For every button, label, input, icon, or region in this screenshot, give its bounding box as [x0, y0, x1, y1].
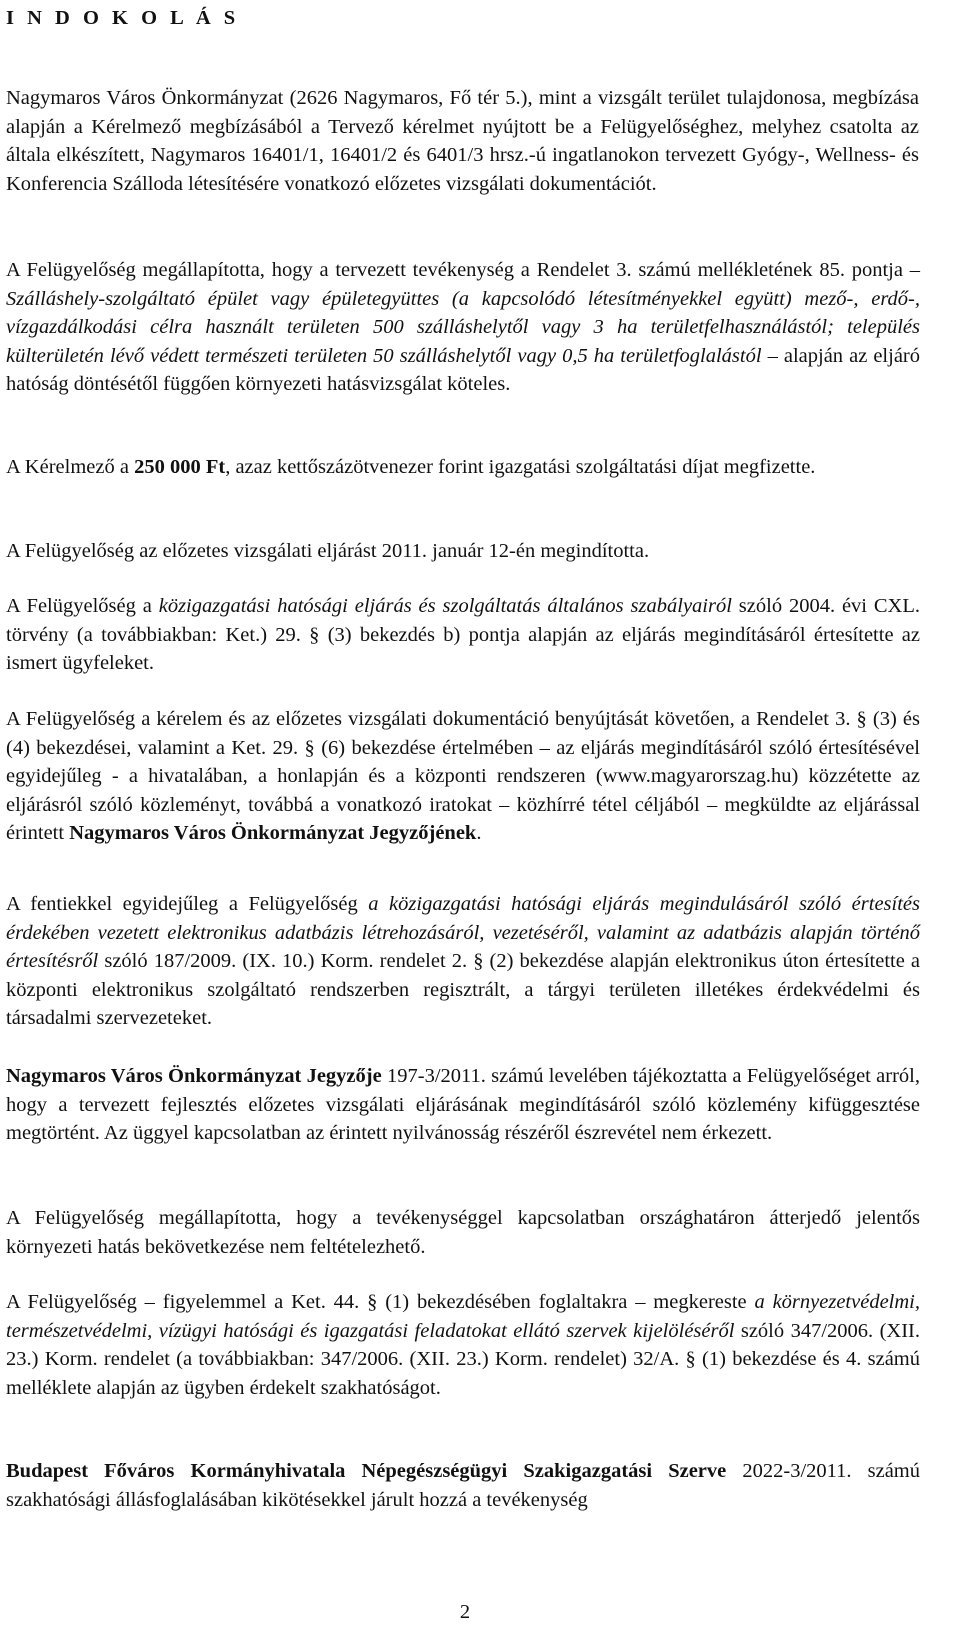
paragraph-applicant: [6, 84, 919, 198]
decree-title: a közigazgatási hatósági eljárás megindulásáról szóló értesítés érdekében vezetett elektronikus adatbázis létrehozásáról, vezetéséről, valamint az adatbázis alapján történő értesítésről: [6, 893, 920, 973]
paragraph-text: A Felügyelőség megállapította, hogy a tevékenységgel kapcsolatban országhatáron átterjedő jelentős környezeti hatás bekövetkezése nem feltételezhető.: [6, 1207, 920, 1258]
paragraph-text: A fentiekkel egyidejűleg a Felügyelőség: [6, 893, 369, 915]
paragraph-text: A Felügyelőség az előzetes vizsgálati eljárást 2011. január 12-én megindította.: [6, 540, 650, 562]
authority-name: Budapest Főváros Kormányhivatala Népegészségügyi Szakigazgatási Szerve: [6, 1460, 727, 1482]
paragraph-text: A Felügyelőség a: [6, 595, 159, 617]
paragraph-cross-border: [6, 1204, 920, 1261]
paragraph-notary-letter: [6, 1062, 920, 1148]
paragraph-authorities: [6, 1288, 920, 1402]
fee-amount: 250 000 Ft: [134, 456, 226, 478]
paragraph-publication: [6, 705, 920, 848]
paragraph-text: .: [476, 822, 482, 845]
paragraph-fee: [6, 453, 920, 482]
paragraph-text: A Felügyelőség – figyelemmel a Ket. 44. § (1) bekezdésében foglaltakra – megkereste: [6, 1291, 755, 1313]
page-number: 2: [459, 1601, 471, 1623]
paragraph-text: – alapján az eljáró hatóság döntésétől függően környezeti hatásvizsgálat köteles.: [6, 344, 920, 396]
document-heading: I N D O K O L Á S: [6, 7, 240, 29]
paragraph-text: A Felügyelőség a kérelem és az előzetes vizsgálati dokumentáció benyújtását követően, a Rendelet 3. § (3) és (4) bekezdései, valamint a Ket. 29. § (6) bekezdése értelmében – az eljárás megindításáról szóló értesítésével egyidejűleg - a hivatalában, a honlapján és a központi rendszeren (www.magyarorszag.hu) közzétette az eljárásról szóló közleményt, továbbá a vonatkozó iratokat – közhírré tétel céljából – megküldte az eljárással érintett: [6, 708, 920, 845]
paragraph-notification: [6, 592, 920, 678]
paragraph-text: , azaz kettőszázötvenezer forint igazgatási szolgáltatási díjat megfizette.: [225, 456, 816, 478]
quoted-regulation-text: Szálláshely-szolgáltató épület vagy épületegyüttes (a kapcsolódó létesítményekkel együtt) mező-, erdő-, vízgazdálkodási célra használt területen 500 szálláshelytől vagy 3 ha területfelhasználástól; település külterületén lévő védett természeti területen 50 szálláshelytől vagy 0,5 ha területfoglalástól: [6, 287, 920, 367]
paragraph-text: szóló 347/2006. (XII. 23.) Korm. rendelet (a továbbiakban: 347/2006. (XII. 23.) Korm. rendelet) 32/A. § (1) bekezdése és 4. számú melléklete alapján az ügyben érdekelt szakhatóságot.: [6, 1319, 920, 1399]
paragraph-text: A Felügyelőség megállapította, hogy a tervezett tevékenység a Rendelet 3. számú mellékletének 85. pontja –: [6, 259, 920, 281]
paragraph-text: 197-3/2011. számú levelében tájékoztatta a Felügyelőséget arról, hogy a tervezett fejlesztés előzetes vizsgálati eljárásának megindításáról szóló közlemény kifüggesztése megtörtént. Az üggyel kapcsolatban az érintett nyilvánosság részéről észrevétel nem érkezett.: [6, 1065, 920, 1145]
paragraph-text: Nagymaros Város Önkormányzat (2626 Nagymaros, Fő tér 5.), mint a vizsgált terület tulajdonosa, megbízása alapján a Kérelmező megbízásából a Tervező kérelmet nyújtott be a Felügyelőséghez, melyhez csatolta az általa elkészített, Nagymaros 16401/1, 16401/2 és 6401/3 hrsz.-ú ingatlanokon tervezett Gyógy-, Wellness- és Konferencia Szálloda létesítésére vonatkozó előzetes vizsgálati dokumentációt.: [6, 87, 919, 195]
paragraph-text: A Kérelmező a: [6, 456, 135, 478]
decree-title: a környezetvédelmi, természetvédelmi, vízügyi hatósági és igazgatási feladatokat ellátó szervek kijelöléséről: [6, 1291, 920, 1342]
paragraph-text: szóló 2004. évi CXL. törvény (a továbbiakban: Ket.) 29. § (3) bekezdés b) pontja alapján az eljárás megindításáról értesítette az ismert ügyfeleket.: [6, 595, 920, 675]
paragraph-electronic-notice: [6, 890, 920, 1033]
law-title: közigazgatási hatósági eljárás és szolgáltatás általános szabályairól: [158, 595, 732, 617]
paragraph-determination: [6, 256, 920, 399]
paragraph-health-authority: [6, 1457, 920, 1514]
paragraph-procedure-start: [6, 537, 920, 566]
notary-name: Nagymaros Város Önkormányzat Jegyzője: [6, 1065, 382, 1087]
notary-name: Nagymaros Város Önkormányzat Jegyzőjének: [69, 822, 477, 845]
document-page: [6, 0, 960, 1630]
paragraph-text: 2022-3/2011. számú szakhatósági állásfoglalásában kikötésekkel járult hozzá a tevékenység: [6, 1460, 920, 1511]
paragraph-text: szóló 187/2009. (IX. 10.) Korm. rendelet 2. § (2) bekezdése alapján elektronikus úton értesítette a központi elektronikus szolgáltató rendszerben regisztrált, a tárgyi területen illetékes érdekvédelmi és társadalmi szervezeteket.: [6, 950, 920, 1030]
